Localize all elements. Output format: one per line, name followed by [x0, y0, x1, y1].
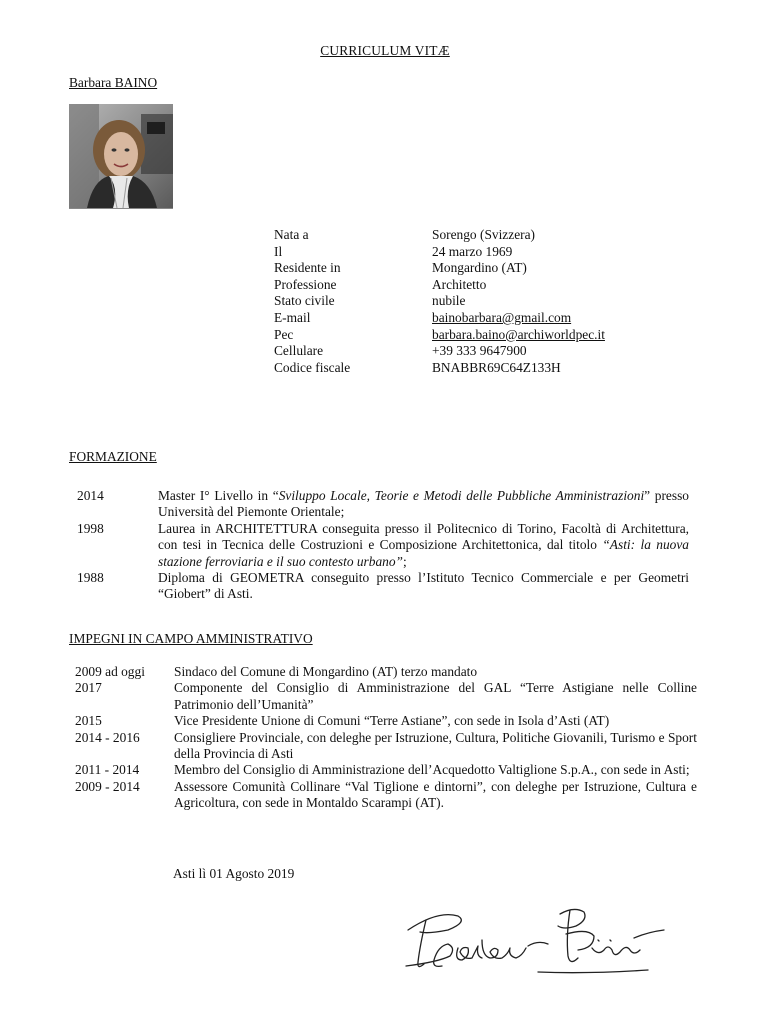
entry-text: Assessore Comunità Collinare “Val Tiglione e dintorni”, con deleghe per Istruzione, Cultura e Agricoltura, con sede in Montaldo Scarampi (AT). [174, 778, 697, 811]
info-value: nubile [432, 293, 466, 309]
impegni-entry [75, 680, 697, 713]
entry-text: Consigliere Provinciale, con deleghe per Istruzione, Cultura, Politiche Giovanili, Turismo e Sport della Provincia di Asti [174, 729, 697, 762]
info-label: Professione [274, 276, 337, 292]
signature-icon [398, 900, 670, 980]
entry-text-part: Master I° Livello in “ [158, 488, 279, 503]
info-value: Mongardino (AT) [432, 260, 527, 276]
entry-year: 2017 [75, 680, 102, 696]
portrait-photo-icon [69, 104, 173, 208]
entry-text: Membro del Consiglio di Amministrazione dell’Acquedotto Valtiglione S.p.A., con sede in Asti; [174, 762, 690, 778]
info-row-residence [274, 260, 605, 277]
info-label: Pec [274, 326, 294, 342]
impegni-entry [75, 664, 697, 680]
entry-text [158, 488, 689, 521]
info-row-birthdate [274, 244, 605, 261]
impegni-entry [75, 762, 697, 778]
info-value: 24 marzo 1969 [432, 243, 513, 259]
info-row-email [274, 310, 605, 327]
entry-year: 2014 - 2016 [75, 729, 140, 745]
impegni-entry [75, 713, 697, 729]
info-label: Codice fiscale [274, 359, 351, 375]
entry-text: Sindaco del Comune di Mongardino (AT) terzo mandato [174, 664, 478, 679]
entry-year: 2015 [75, 713, 102, 729]
entry-year: 2009 ad oggi [75, 664, 145, 679]
personal-info-table [274, 227, 605, 376]
info-row-profession [274, 277, 605, 294]
entry-year: 2009 - 2014 [75, 778, 140, 794]
entry-text [158, 570, 689, 603]
entry-year: 1998 [77, 520, 104, 536]
document-title: CURRICULUM VITÆ [320, 43, 450, 58]
info-row-pec [274, 327, 605, 344]
info-label: Nata a [274, 227, 309, 242]
info-row-phone [274, 343, 605, 360]
info-label: E-mail [274, 309, 311, 325]
entry-text: Vice Presidente Unione di Comuni “Terre Astiane”, con sede in Isola d’Asti (AT) [174, 713, 610, 729]
entry-year: 2011 - 2014 [75, 762, 140, 778]
info-value: Sorengo (Svizzera) [432, 227, 535, 242]
formazione-entry [77, 521, 689, 570]
pec-link[interactable]: barbara.baino@archiworldpec.it [432, 326, 605, 342]
info-value: BNABBR69C64Z133H [432, 359, 561, 375]
person-name: Barbara BAINO [69, 75, 158, 90]
entry-text-italic: “Asti: la nuova stazione ferroviaria e il suo contesto urbano” [158, 537, 689, 569]
formazione-entry [77, 488, 689, 521]
entry-text-part: Laurea in ARCHITETTURA conseguita presso il Politecnico di Torino, Facoltà di Architettura, con tesi in Tecnica delle Costruzioni e Composizione Architettonica, dal titolo [158, 520, 689, 553]
entry-year: 2014 [77, 488, 104, 503]
info-row-birthplace [274, 227, 605, 244]
formazione-entry [77, 570, 689, 603]
entry-text [158, 521, 689, 570]
impegni-list [75, 664, 697, 812]
entry-text-part: ; [403, 553, 407, 569]
impegni-heading: IMPEGNI IN CAMPO AMMINISTRATIVO [69, 631, 313, 646]
info-value: Architetto [432, 276, 487, 292]
info-row-marital-status [274, 293, 605, 310]
email-link[interactable]: bainobarbara@gmail.com [432, 309, 572, 325]
entry-year: 1988 [77, 570, 104, 586]
portrait-photo [69, 104, 173, 209]
entry-text-part: ” presso Università del Piemonte Orientale; [158, 488, 689, 520]
formazione-list [77, 488, 689, 603]
info-value: +39 333 9647900 [432, 343, 527, 359]
impegni-entry [75, 779, 697, 812]
handwritten-signature [398, 900, 670, 980]
formazione-heading: FORMAZIONE [69, 449, 157, 464]
impegni-entry [75, 730, 697, 763]
info-label: Residente in [274, 260, 341, 276]
entry-text: Componente del Consiglio di Amministrazione del GAL “Terre Astigiane nelle Colline Patrimonio dell’Umanità” [174, 680, 697, 712]
info-label: Cellulare [274, 343, 324, 359]
info-row-tax-code [274, 360, 605, 377]
entry-text-italic: Sviluppo Locale, Teorie e Metodi delle Pubbliche Amministrazioni [278, 488, 645, 503]
entry-text-part: Diploma di GEOMETRA conseguito presso l’Istituto Tecnico Commerciale e per Geometri “Giobert” di Asti. [158, 570, 689, 602]
info-label: Il [274, 243, 283, 259]
date-line: Asti lì 01 Agosto 2019 [173, 866, 295, 881]
info-label: Stato civile [274, 293, 335, 309]
